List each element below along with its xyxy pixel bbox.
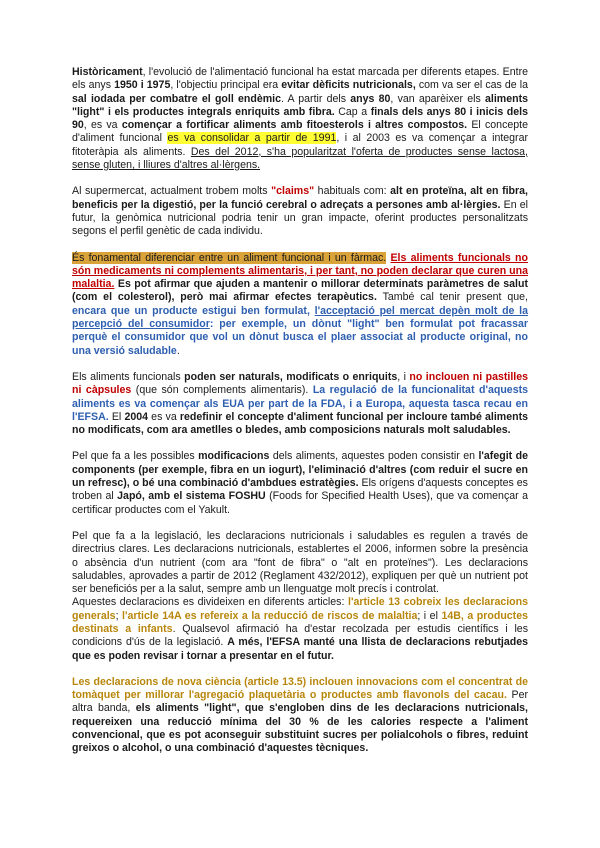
text-run: l'afegit de components (per exemple, fibra en un iogurt), l'eliminació d'altres (com reduir el sucre en un refresc), o bé una combinació d'ambdues estratègies. <box>72 450 528 490</box>
paragraph-drug-vs-food <box>72 252 528 358</box>
text-run: començar a fortificar aliments amb fitoesterols i altres compostos. <box>121 119 468 132</box>
text-run: Per altra banda, <box>72 689 528 715</box>
text-run: Es pot afirmar que ajuden a mantenir o millorar determinats paràmetres de salut (com el colesterol), però mai afirmar efectes terapèutics. <box>72 278 528 304</box>
text-run: sal iodada per combatre el goll endèmic <box>72 92 281 105</box>
paragraph-types <box>72 371 528 437</box>
paragraph-history <box>72 66 528 172</box>
text-run: evitar dèficits nutricionals, <box>281 79 416 92</box>
text-run: redefinir el concepte d'aliment funcional per incloure també aliments no modificats, com ara ametlles o bledes, amb composicions naturals molt saludables. <box>72 410 529 437</box>
text-run: ; <box>115 609 123 622</box>
text-run: , i al 2003 es va començar a integrar fitoteràpia als aliments. <box>72 132 529 158</box>
warning-text: Els aliments funcionals no són medicaments ni complements alimentaris, i per tant, no poden declarar que curen una malaltia. <box>72 251 528 291</box>
text-run: Cap a <box>334 105 371 118</box>
text-run: , van aparèixer els <box>390 92 486 105</box>
text-run: . Qualsevol afirmació ha d'estar recolzada per estudis científics i les condicions d'ús de la legislació. <box>72 622 528 649</box>
text-run: (que són complements alimentaris). <box>131 384 313 397</box>
gold-text: l'article 13 cobreix les declaracions generals <box>72 596 528 622</box>
text-run: poden ser naturals, modificats o enriquits <box>184 370 398 383</box>
underlined-text: Des del 2012, s'ha popularitzat l'oferta de productes sense lactosa, sense gluten, i lliures d'altres al·lèrgens. <box>72 145 528 172</box>
claims-text: "claims" <box>271 185 315 198</box>
text-run: ; i el <box>417 609 442 622</box>
text-run: aliments "light" i els productes integrals enriquits amb fibra. <box>72 92 529 118</box>
text-run: com va ser el cas de la <box>415 79 529 92</box>
blue-text: : per exemple, un dònut "light" ben formulat pot fracassar perquè el consumidor que vol un dònut busca el plaer associat al producte original, no una versió saludable <box>72 318 528 357</box>
text-run: Pel que fa a les possibles <box>72 450 199 463</box>
blue-text: La regulació de la funcionalitat d'aquests aliments es va començar als EUA per part de la FDA, i a Europa, aquesta tasca recau en l'EFSA. <box>72 384 529 423</box>
text-run: anys 80 <box>350 92 391 105</box>
text-run: els aliments "light", que s'engloben dins de les declaracions nutricionals, requereixen una reducció mínima del 30 % de les calories respecte a l'aliment convencional, que es pot aconseguir substituint sucres per polialcohols o fibres, reduint greixos o alcohol, o una combinació d'aquestes tècniques. <box>72 702 528 755</box>
text-run: , es va <box>83 119 122 132</box>
text-run: 2004 <box>124 410 149 423</box>
text-run: Japó, amb el sistema FOSHU <box>117 490 266 503</box>
text-run: 1950 i 1975 <box>114 79 171 92</box>
text-run: habituals com: <box>314 185 391 198</box>
gold-text: 14B, a productes destinats a infants <box>72 609 528 635</box>
text-run: A més, l'EFSA manté una llista de declaracions rebutjades que es poden revisar i tornar a presentar en el futur. <box>72 636 528 662</box>
text-run: (Foods for Specified Health Uses), que va començar a certificar productes com el Yakult. <box>72 490 528 516</box>
highlighted-text: es va consolidar a partir de 1991 <box>167 132 337 145</box>
text-run: finals dels anys 80 i inicis dels 90 <box>72 105 529 132</box>
paragraph-modifications <box>72 450 528 516</box>
text-run: dels aliments, aquestes poden consistir en <box>269 450 479 463</box>
text-run: En el futur, la genòmica nutricional podria tenir un gran impacte, oferint productes personalitzats segons el perfil genètic de cada individu. <box>72 198 528 238</box>
red-text: no inclouen ni pastilles ni càpsules <box>72 370 528 397</box>
text-run: , i <box>397 370 410 383</box>
text-run: . <box>176 344 180 357</box>
text-run: . A partir dels <box>280 92 351 105</box>
text-run: , l'objectiu principal era <box>170 79 282 92</box>
text-run: Els orígens d'aquests conceptes es troben al <box>72 477 528 503</box>
text-run: Els aliments funcionals <box>72 370 185 383</box>
document-body <box>72 66 528 769</box>
text-run: alt en proteïna, alt en fibra, beneficis per la digestió, per la funció cerebral o adreçats a persones amb al·lèrgies. <box>72 185 528 211</box>
text-run: es va <box>148 410 180 423</box>
text-run: Històricament <box>72 66 143 78</box>
text-run: El concepte d'aliment funcional <box>72 119 528 145</box>
paragraph-legislation <box>72 530 528 596</box>
paragraph-articles <box>72 596 528 662</box>
text-run: També cal tenir present que, <box>376 291 528 304</box>
paragraph-supermarket <box>72 185 528 238</box>
text-run: Aquestes declaracions es divideixen en diferents articles: <box>72 596 348 609</box>
blue-text: encara que un producte estigui ben formulat, <box>72 304 315 317</box>
text-run: El <box>108 410 125 423</box>
text-run: , l'evolució de l'alimentació funcional ha estat marcada per diferents etapes. Entre els anys <box>72 66 528 92</box>
blue-underlined-text: l'acceptació pel mercat depèn molt de la percepció del consumidor <box>72 304 528 331</box>
text-run: Al supermercat, actualment trobem molts <box>72 185 272 198</box>
gold-text: l'article 14A es refereix a la reducció de riscos de malaltia <box>122 609 418 622</box>
text-run: modificacions <box>198 450 270 463</box>
text-run: Pel que fa a la legislació, les declaracions nutricionals i saludables es regulen a través de directrius clares. Les declaracions nutricionals, establertes el 2006, informen sobre la presència o absència d'un nutrient (com ara "font de fibra" o "alt en proteïnes"). Les declaracions saludables, aprovades a partir de 2012 (Reglament 432/2012), expliquen per què un nutrient pot ser beneficiós per a la salut, sempre amb un llenguatge molt precís i controlat. <box>72 529 528 596</box>
gold-text: Les declaracions de nova ciència (article 13.5) inclouen innovacions com el concentrat de tomàquet per millorar l'agregació plaquetària o productes amb flavonols del cacau. <box>72 675 528 702</box>
highlighted-text: És fonamental diferenciar entre un aliment funcional i un fàrmac. <box>72 251 387 264</box>
paragraph-new-science <box>72 676 528 756</box>
